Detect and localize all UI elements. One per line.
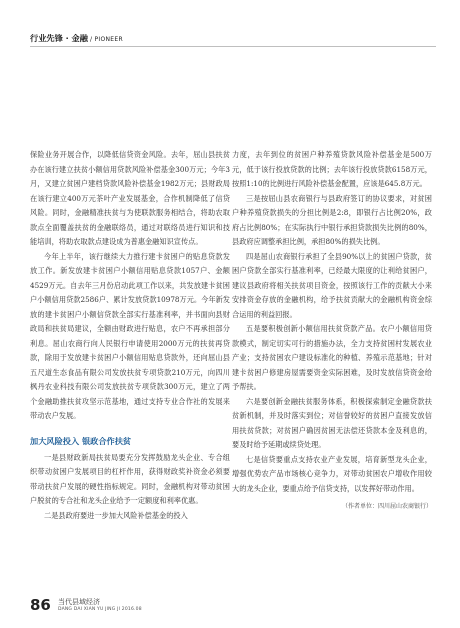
paragraph: 今年上半年，该行继续大力推行建卡贫困户的贴息贷款发放工作。新发放建卡贫困户小额信用贴息贷款1057户、金额4529万元。自去年三月份启动此项工作以来，共发放建卡贫困户小额信用贷款2586户、累计发放贷款10978万元。今年新发放的建卡贫困户小额信贷款全部实行基准利率，并书面向县财政局和扶贫局建议，全额由财政进行贴息，农户不再承担部分利息。屈山农商行向人民银行申请使用2000万元的扶贫再贷款，除用于发放建卡贫困户小额信用贴息贷款外，还向屈山县五尺道生态食品有限公司发放扶贫专项贷款210万元，向四川枫丹农业科技有限公司发放扶贫专项贷款300万元，建立了两个金融助推扶贫攻坚示范基地，通过支持专业合作社的发展来带动农户发展。 — [30, 251, 230, 420]
section-name: 行业先锋 · 金融 — [30, 33, 88, 43]
left-column — [30, 148, 230, 523]
paragraph: 七是信贷要重点支持农业产业发展，培育新型龙头企业，增强优势农产品市场核心竞争力，对带动贫困农户增收作用较大的龙头企业，要重点给予信贷支持，以发挥好带动作用。 — [232, 454, 432, 493]
paragraph: 六是要创新金融扶贫服务体系，积极探索制定金融贷款扶贫新机制，并及时落实到位；对信誉较好的贫困户直接发放信用扶贫贷款；对贫困户确因贫困无法偿还贷款本金及利息的，要及时给予延期或续贷处理。 — [232, 396, 432, 449]
page-footer — [0, 590, 460, 628]
page-header — [0, 0, 460, 72]
paragraph: 三是按屈山县农商银行与县政府签订的协议要求，对贫困户种养殖贷款损失的分担比例是2:8，即银行占比例20%，政府占比例80%；在实际执行中银行承担贷款损失比例的80%，县政府应调整承担比例，承担80%的损失比例。 — [232, 193, 432, 246]
publication-title: 当代县域经济 — [58, 598, 100, 606]
section-name-en: / PIONEER — [89, 36, 123, 43]
paragraph: 一是县财政新局扶贫局要充分发挥鼓励龙头企业、专合组织带动贫困户发展项目的杠杆作用，获得财政奖补资金必须要带动扶贫户发展的硬性指标规定。同时，金融机构对带动贫困户脱贫的专合社和龙头企业给予一定额度和利率优惠。 — [30, 452, 230, 505]
paragraph: 力度，去年到位的贫困户种养殖贷款风险补偿基金是500万元，低于该行投放贷款的比例；去年该行投放贷款6158万元，按照1:10的比例进行风险补偿基金配置，应该是645.8万元。 — [232, 150, 432, 188]
right-column — [232, 148, 432, 515]
author-credit: （作者单位：四川屈山农商银行） — [341, 503, 432, 510]
publication-subtitle: DANG DAI XIAN YU JING JI 2016.08 — [58, 607, 142, 612]
paragraph: 五是要积极创新小额信用扶贫贷款产品。农户小额信用贷款模式，制定切实可行的措施办法，全力支持贫困村发展农业产业；支持贫困农户建设标准化的种植、养殖示范基地；针对建卡贫困户修建房屋需要资金实际困难，及时发放信贷资金给予帮扶。 — [232, 324, 432, 391]
paragraph: 二是县政府要进一步加大风险补偿基金的投入 — [44, 510, 188, 520]
paragraph: 保险业务开展合作，以降低信贷资金风险。去年，屈山县扶贫办在该行建立扶贫小额信用贷款风险补偿基金300万元；今年3月，又建立贫困户建档贷款风险补偿基金1982万元；县财政局在该行建立400万元茶叶产业发展基金，合作机制降低了信贷风险。同时，金融精准扶贫与为使联款服务相结合，将助农取款点全面覆盖扶贫的金融联络员，通过对联络员进行知识和技能培训，将助农取款点建设成为普惠金融知识宣传点。 — [30, 150, 230, 246]
header-divider — [30, 46, 436, 47]
page-number: 86 — [30, 596, 51, 614]
paragraph: 四是屈山农商银行承担了全县90%以上的贫困户贷款，贫困户贷款全部实行基准利率，已经最大限度的让利给贫困户，建议县政府将相关扶贫项目资金，按照该行工作的贡献大小来安排资金存放的金融机构，给予扶贫贡献大的金融机构资金综合运用的利益回报。 — [232, 251, 432, 319]
section-subheading: 加大风险投入 银政合作扶贫 — [30, 435, 132, 446]
section-label — [30, 33, 123, 44]
